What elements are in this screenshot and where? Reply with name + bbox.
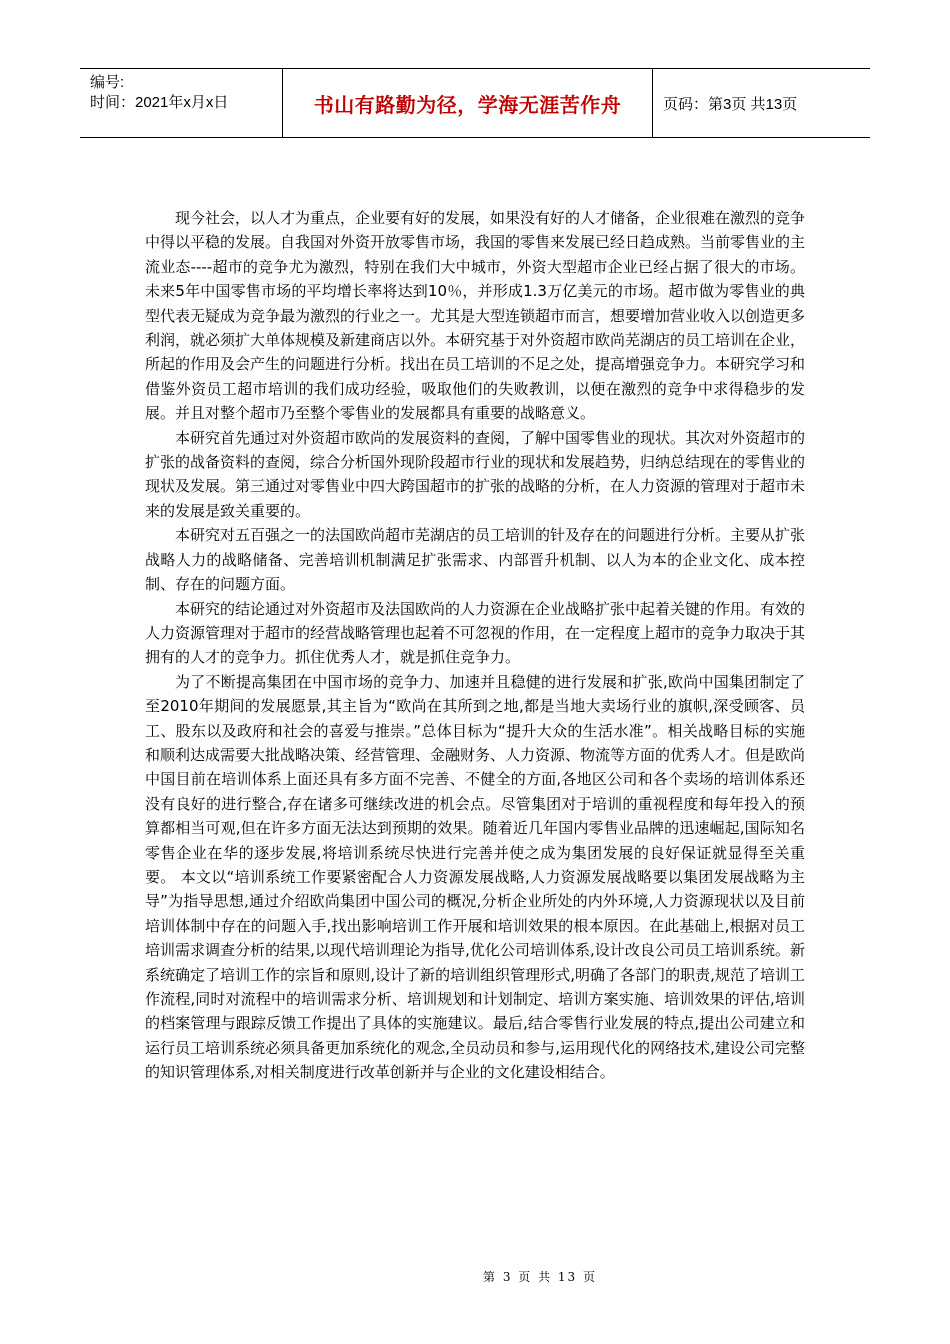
body-paragraph: 本研究的结论通过对外资超市及法国欧尚的人力资源在企业战略扩张中起着关键的作用。有效的人力资源管理对于超市的经营战略管理也起着不可忽视的作用，在一定程度上超市的竞争力取决于其拥有的人才的竞争力。抓住优秀人才，就是抓住竞争力。 [145,599,806,667]
document-date-label: 时间：2021年x月x日 [90,94,229,111]
document-header [80,68,870,138]
header-meta-cell [80,69,283,137]
body-paragraph: 为了不断提高集团在中国市场的竞争力、加速并且稳健的进行发展和扩张,欧尚中国集团制定了至2010年期间的发展愿景,其主旨为“欧尚在其所到之地,都是当地大卖场行业的旗帜,深受顾客、员工、股东以及政府和社会的喜爱与推崇。”总体目标为“提升大众的生活水准”。相关战略目标的实施和顺利达成需要大批战略决策、经营管理、金融财务、人力资源、物流等方面的优秀人才。但是欧尚中国目前在培训体系上面还具有多方面不完善、不健全的方面,各地区公司和各个卖场的培训体系还没有良好的进行整合,存在诸多可继续改进的机会点。尽管集团对于培训的重视程度和每年投入的预算都相当可观,但在许多方面无法达到预期的效果。随着近几年国内零售业品牌的迅速崛起,国际知名零售企业在华的逐步发展,将培训系统尽快进行完善并使之成为集团发展的良好保证就显得至关重要。 本文以“培训系统工作要紧密配合人力资源发展战略,人力资源发展战略要以集团发展战略为主导”为指导思想,通过介绍欧尚集团中国公司的概况,分析企业所处的内外环境,人力资源现状以及目前培训体制中存在的问题入手,找出影响培训工作开展和培训效果的根本原因。在此基础上,根据对员工培训需求调查分析的结果,以现代培训理论为指导,优化公司培训体系,设计改良公司员工培训系统。新系统确定了培训工作的宗旨和原则,设计了新的培训组织管理形式,明确了各部门的职责,规范了培训工作流程,同时对流程中的培训需求分析、培训规划和计划制定、培训方案实施、培训效果的评估,培训的档案管理与跟踪反馈工作提出了具体的实施建议。最后,结合零售行业发展的特点,提出公司建立和运行员工培训系统必须具备更加系统化的观念,全员动员和参与,运用现代化的网络技术,建设公司完整的知识管理体系,对相关制度进行改革创新并与企业的文化建设相结合。 [145,672,806,1082]
document-number-label: 编号: [90,74,125,91]
page-footer: 第 3 页 共 13 页 [483,1270,597,1284]
body-paragraph: 本研究首先通过对外资超市欧尚的发展资料的查阅，了解中国零售业的现状。其次对外资超市的扩张的战备资料的查阅，综合分析国外现阶段超市行业的现状和发展趋势，归纳总结现在的零售业的现状及发展。第三通过对零售业中四大跨国超市的扩张的战略的分析，在人力资源的管理对于超市未来的发展是致关重要的。 [145,428,806,520]
body-paragraph: 现今社会，以人才为重点，企业要有好的发展，如果没有好的人才储备，企业很难在激烈的竞争中得以平稳的发展。自我国对外资开放零售市场，我国的零售来发展已经日趋成熟。当前零售业的主流业态----超市的竞争尤为激烈，特别在我们大中城市，外资大型超市企业已经占据了很大的市场。未来5年中国零售市场的平均增长率将达到10％，并形成1.3万亿美元的市场。超市做为零售业的典型代表无疑成为竞争最为激烈的行业之一。尤其是大型连锁超市而言，想要增加营业收入以创造更多利润，就必须扩大单体规模及新建商店以外。本研究基于对外资超市欧尚芜湖店的员工培训在企业，所起的作用及会产生的问题进行分析。找出在员工培训的不足之处，提高增强竞争力。本研究学习和借鉴外资员工超市培训的我们成功经验，吸取他们的失败教训，以便在激烈的竞争中求得稳步的发展。并且对整个超市乃至整个零售业的发展都具有重要的战略意义。 [145,209,806,423]
document-body [145,206,805,1085]
header-page-info: 页码：第3页 共13页 [663,95,798,113]
body-paragraph: 本研究对五百强之一的法国欧尚超市芜湖店的员工培训的针及存在的问题进行分析。主要从扩张战略人力的战略储备、完善培训机制满足扩张需求、内部晋升机制、以人为本的企业文化、成本控制、存在的问题方面。 [145,526,806,594]
header-motto: 书山有路勤为径，学海无涯苦作舟 [283,69,653,137]
